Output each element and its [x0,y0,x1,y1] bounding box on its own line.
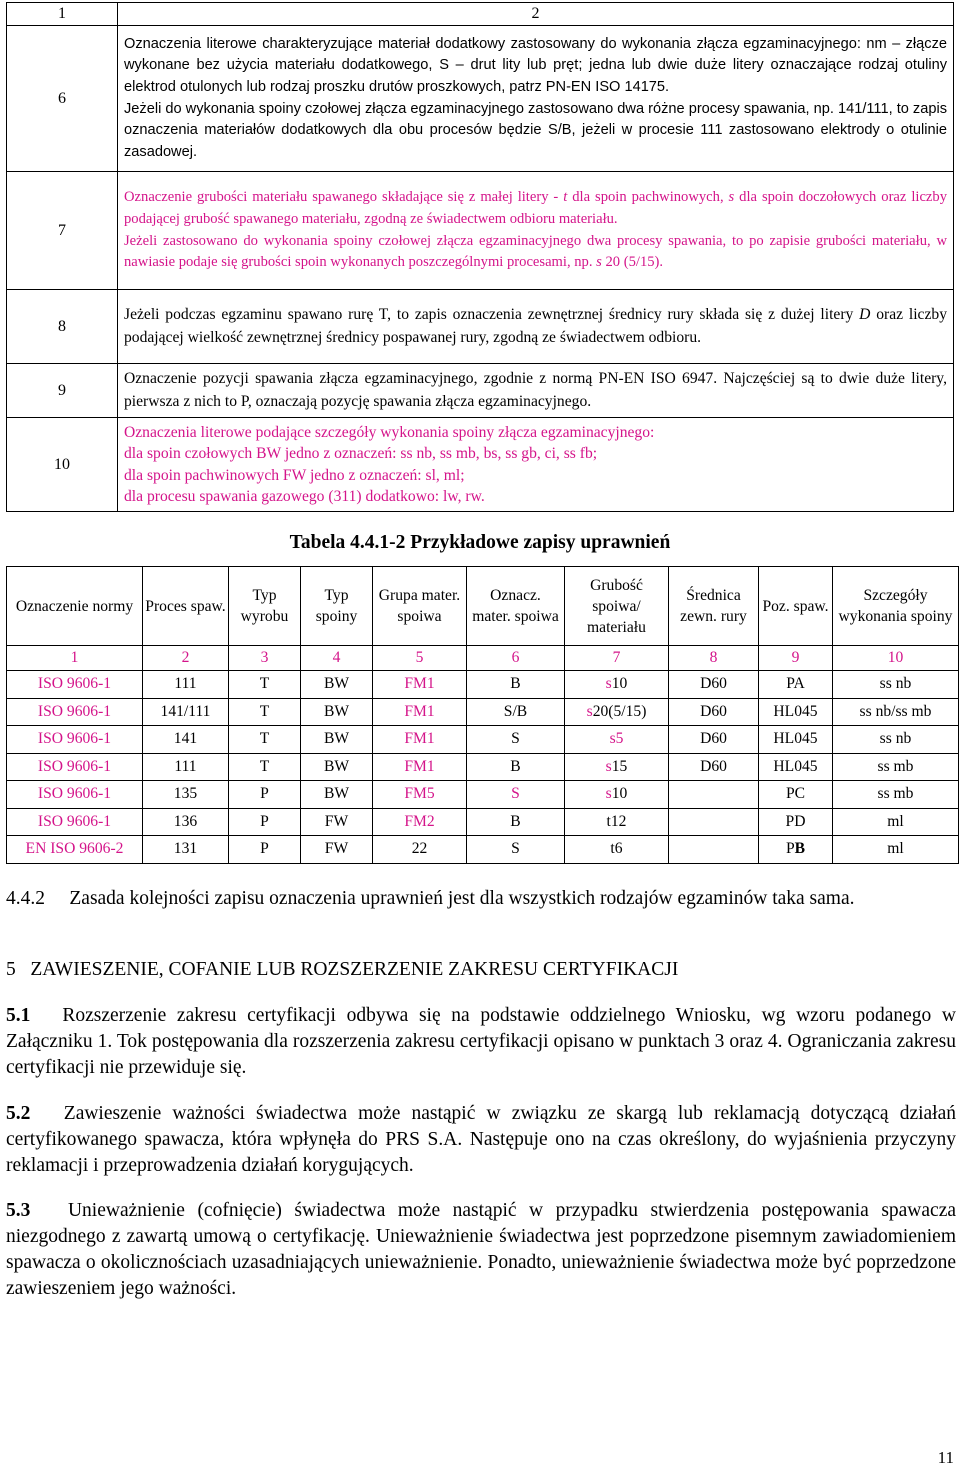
cell-material-group: FM1 [373,671,467,699]
paragraph-text: Rozszerzenie zakresu certyfikacji odbywa się na podstawie oddzielnego Wniosku, wg wzoru podanego w Załączniku 1. Tok postępowania dla rozszerzenia zakresu certyfikacji opisano w punktach 3 oraz 4. Ograniczania zakresu certyfikacji nie przewiduje się. [6,1005,957,1078]
cell-process: 135 [143,781,229,809]
examples-table [6,566,959,864]
cell-details: ss mb [833,753,959,781]
cell-weld-type: BW [301,671,373,699]
cell-position: HL045 [759,726,833,754]
col-header: Typ wyrobu [229,567,301,646]
cell-thickness [565,671,669,699]
cell-material-code: S/B [467,698,565,726]
cell-process: 111 [143,753,229,781]
legend-num: 6 [7,26,118,172]
legend-text-7b [124,231,947,274]
paragraph-4-4-2 [6,886,956,912]
col-number: 4 [301,646,373,671]
cell-product: P [229,808,301,836]
table-row [7,781,959,809]
cell-material-group: FM2 [373,808,467,836]
legend-text-7a [124,187,947,230]
cell-weld-type: FW [301,808,373,836]
cell-diameter [669,808,759,836]
thickness-value: 10 [611,785,628,803]
paragraph-text: Unieważnienie (cofnięcie) świadectwa może nastąpić w przypadku stwierdzenia postępowania spawacza niezgodnego z zawartą umową o certyfikację. Unieważnienie świadectwa jest poprzedzone pisemnym zawiadomieniem spawacza o okolicznościach uzasadniających unieważnienie. Ponadto, unieważnienie świadectwa może być poprzedzone zawieszeniem jego ważności. [6,1200,957,1299]
col-header: Proces spaw. [143,567,229,646]
col-number: 5 [373,646,467,671]
cell-process: 131 [143,836,229,864]
legend-text-7a-s: s [728,189,735,206]
cell-norm: EN ISO 9606-2 [7,836,143,864]
legend-text-8-d: D [859,306,871,323]
examples-number-row [7,646,959,671]
col-number: 1 [7,646,143,671]
legend-text-7a-post: dla spoin doczołowych oraz liczby podającej grubość spawanego materiału, zgodną ze świadectwem odbioru materiału. [124,189,947,227]
position-suffix: B [794,840,806,858]
cell-material-code: S [467,781,565,809]
col-number: 9 [759,646,833,671]
table-caption: Tabela 4.4.1-2 Przykładowe zapisy uprawnień [289,532,671,553]
col-number: 10 [833,646,959,671]
col-header: Grubość spoiwa/ materiału [565,567,669,646]
legend-text-8-pre: Jeżeli podczas egzaminu spawano rurę T, to zapis oznaczenia zewnętrznej średnicy rury składa się z dużej litery [124,306,860,323]
cell-norm: ISO 9606-1 [7,671,143,699]
legend-header-row [7,3,954,26]
col-header: Oznacz. mater. spoiwa [467,567,565,646]
cell-thickness [565,726,669,754]
cell-process: 141 [143,726,229,754]
cell-material-group: 22 [373,836,467,864]
cell-material-code: B [467,808,565,836]
legend-text [118,418,954,512]
cell-position: HL045 [759,698,833,726]
cell-position: PD [759,808,833,836]
cell-details: ss nb [833,671,959,699]
paragraph-5-3 [6,1198,956,1302]
cell-thickness [565,698,669,726]
legend-text-8-post: oraz liczby podającej wielkość zewnętrznej średnicy pospawanej rury, zgodną ze świadectwem odbioru. [124,306,947,346]
col-number: 6 [467,646,565,671]
col-header: Oznaczenie normy [7,567,143,646]
cell-diameter: D60 [669,671,759,699]
legend-text-7b-s: s [596,254,602,271]
heading-number: 5 [6,959,16,980]
cell-thickness [565,781,669,809]
col-header: Poz. spaw. [759,567,833,646]
legend-text-7a-mid: dla spoin pachwinowych, [567,189,729,206]
table-row [7,726,959,754]
thickness-prefix: s [586,702,593,720]
paragraph-5-1 [6,1003,956,1081]
table-row [7,836,959,864]
cell-thickness [565,808,669,836]
paragraph-number: 5.1 [6,1005,31,1026]
thickness-value: 20(5/15) [592,702,647,720]
col-header: Szczegóły wykonania spoiny [833,567,959,646]
paragraph-text: Zasada kolejności zapisu oznaczenia uprawnień jest dla wszystkich rodzajów egzaminów taka sama. [69,888,855,909]
cell-norm: ISO 9606-1 [7,781,143,809]
cell-product: P [229,781,301,809]
table-row [7,753,959,781]
table-row [7,698,959,726]
col-number: 7 [565,646,669,671]
table-row [7,671,959,699]
examples-header-row [7,567,959,646]
legend-table [6,2,954,512]
cell-weld-type: BW [301,753,373,781]
cell-material-group: FM1 [373,698,467,726]
cell-material-code: B [467,753,565,781]
thickness-value: 10 [611,675,628,693]
cell-process: 136 [143,808,229,836]
legend-text-10-3: dla spoin pachwinowych FW jedno z oznaczeń: sl, ml; [124,466,465,484]
legend-text-10-1: Oznaczenia literowe podające szczegóły wykonania spoiny złącza egzaminacyjnego: [124,423,655,441]
cell-thickness [565,753,669,781]
cell-weld-type: FW [301,836,373,864]
legend-text-6a: Oznaczenia literowe charakteryzujące materiał dodatkowy zastosowany do wykonania złącza egzaminacyjnego: nm – złącze wykonane bez użycia materiału dodatkowego, S – drut lity lub pręt; jedna lub dwie duże litery oznaczające rodzaj otuliny elektrod otulonych lub rodzaj proszku drutów proszkowych, patrz PN-EN ISO 14175. [124,35,947,95]
legend-num: 9 [7,364,118,418]
thickness-value: 5 [615,730,624,748]
cell-product: T [229,753,301,781]
legend-header-col2: 2 [118,3,954,26]
cell-diameter [669,836,759,864]
cell-material-group: FM5 [373,781,467,809]
cell-product: T [229,726,301,754]
legend-row-10 [7,418,954,512]
paragraph-text: Zawieszenie ważności świadectwa może nastąpić w związku ze skargą lub reklamacją dotyczącą działań certyfikowanego spawacza, która wpłynęła do PRS S.A. Następuje ono na czas określony, do wyjaśnienia przyczyny reklamacji i przeprowadzenia działań korygujących. [6,1103,957,1176]
cell-weld-type: BW [301,781,373,809]
cell-weld-type: BW [301,726,373,754]
thickness-prefix: s [605,757,612,775]
cell-material-code: S [467,836,565,864]
col-header: Średnica zewn. rury [669,567,759,646]
col-number: 8 [669,646,759,671]
cell-product: P [229,836,301,864]
cell-product: T [229,671,301,699]
thickness-prefix: s [605,675,612,693]
legend-num: 7 [7,172,118,290]
legend-text: Oznaczenie pozycji spawania złącza egzaminacyjnego, zgodnie z normą PN-EN ISO 6947. Najczęściej są to dwie duże litery, pierwsza z nich to P, oznaczają pozycję spawania złącza egzaminacyjnego. [118,364,954,418]
cell-diameter: D60 [669,726,759,754]
legend-header-col1: 1 [7,3,118,26]
cell-material-code: B [467,671,565,699]
cell-details: ss nb [833,726,959,754]
section-heading-5 [6,957,956,983]
thickness-value: t12 [606,812,627,830]
cell-position [759,836,833,864]
cell-material-group: FM1 [373,753,467,781]
cell-position: PA [759,671,833,699]
col-header: Typ spoiny [301,567,373,646]
cell-details: ss mb [833,781,959,809]
table-row [7,808,959,836]
cell-position: PC [759,781,833,809]
thickness-prefix: s [609,730,616,748]
thickness-value: t6 [610,840,623,858]
legend-num: 8 [7,290,118,364]
legend-text-10-2: dla spoin czołowych BW jedno z oznaczeń: ss nb, ss mb, bs, ss gb, ci, ss fb; [124,445,598,462]
paragraph-number: 5.3 [6,1200,31,1221]
legend-text [118,172,954,290]
cell-diameter: D60 [669,753,759,781]
legend-text-7b-val: 20 (5/15). [601,254,664,271]
cell-norm: ISO 9606-1 [7,726,143,754]
cell-process: 141/111 [143,698,229,726]
paragraph-number: 5.2 [6,1103,31,1124]
position-prefix: P [785,840,795,858]
heading-text: ZAWIESZENIE, COFANIE LUB ROZSZERZENIE ZAKRESU CERTYFIKACJI [30,959,679,980]
paragraph-number: 4.4.2 [6,888,45,909]
cell-norm: ISO 9606-1 [7,808,143,836]
col-number: 3 [229,646,301,671]
legend-text-7a-pre: Oznaczenie grubości materiału spawanego składające się z małej litery - [124,189,564,206]
cell-details: ss nb/ss mb [833,698,959,726]
thickness-prefix: s [605,785,612,803]
cell-norm: ISO 9606-1 [7,698,143,726]
legend-row-6 [7,26,954,172]
cell-diameter: D60 [669,698,759,726]
col-header: Grupa mater. spoiwa [373,567,467,646]
legend-text [118,290,954,364]
cell-material-code: S [467,726,565,754]
legend-text-10-4: dla procesu spawania gazowego (311) dodatkowo: lw, rw. [124,488,485,505]
legend-text-6b: Jeżeli do wykonania spoiny czołowej złącza egzaminacyjnego zastosowano dwa różne procesy spawania, np. 141/111, to zapis oznaczenia materiałów dodatkowych dla obu procesów będzie S/B, jeżeli w procesie 111 zastosowano elektrody o otulinie zasadowej. [124,100,947,160]
cell-norm: ISO 9606-1 [7,753,143,781]
legend-num: 10 [7,418,118,512]
cell-process: 111 [143,671,229,699]
cell-details: ml [833,836,959,864]
legend-text [118,26,954,172]
cell-thickness [565,836,669,864]
col-number: 2 [143,646,229,671]
thickness-value: 15 [611,757,628,775]
legend-row-8 [7,290,954,364]
legend-row-9 [7,364,954,418]
legend-text-7b-main: Jeżeli zastosowano do wykonania spoiny czołowej złącza egzaminacyjnego dwa procesy spawania, to po zapisie grubości materiału, w nawiasie podaje się grubości spoin wykonanych poszczególnymi procesami, np. [124,232,947,271]
cell-product: T [229,698,301,726]
cell-weld-type: BW [301,698,373,726]
page-number: 11 [937,1448,954,1467]
cell-diameter [669,781,759,809]
cell-position: HL045 [759,753,833,781]
legend-row-7 [7,172,954,290]
cell-material-group: FM1 [373,726,467,754]
legend-text-7a-t: t [563,189,568,206]
cell-details: ml [833,808,959,836]
paragraph-5-2 [6,1101,956,1179]
